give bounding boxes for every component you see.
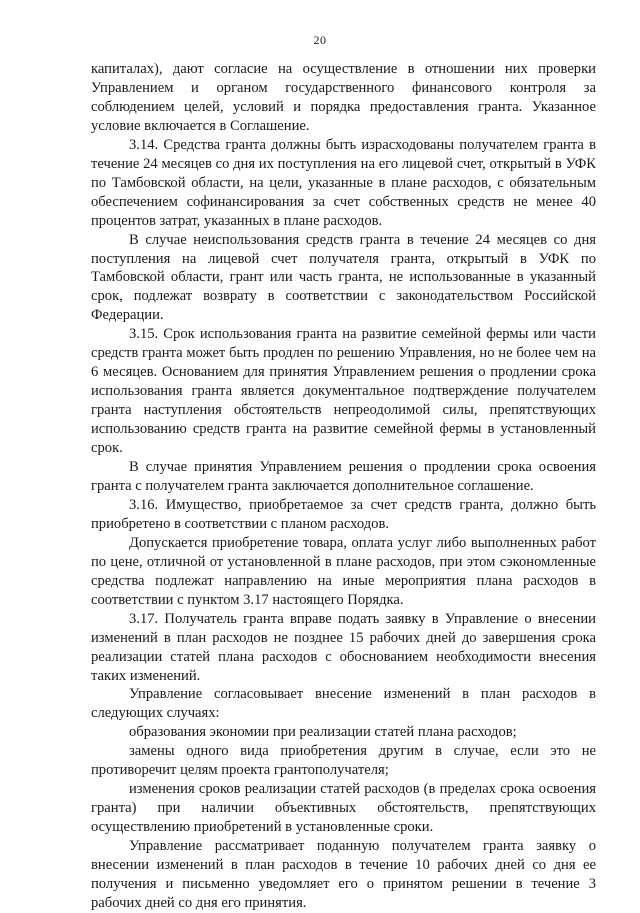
list-item-replacement: замены одного вида приобретения другим в случае, если это не противоречит целям проекта грантополучателя; <box>91 743 596 779</box>
paragraph-3-16: 3.16. Имущество, приобретаемое за счет средств гранта, должно быть приобретено в соответствии с планом расходов. <box>91 496 596 532</box>
document-body <box>91 60 596 913</box>
paragraph-grant-return: В случае неиспользования средств гранта в течение 24 месяцев со дня поступления на лицевой счет получателя гранта, открытый в УФК по Тамбовской области, грант или часть гранта, не использованные в указанный срок, подлежат возврату в соответствии с законодательством Российской Федерации. <box>91 231 596 324</box>
paragraph-extension-agreement: В случае принятия Управлением решения о продлении срока освоения гранта с получателем гранта заключается дополнительное соглашение. <box>91 459 596 494</box>
page-number: 20 <box>313 33 327 47</box>
paragraph-price-deviation: Допускается приобретение товара, оплата услуг либо выполненных работ по цене, отличной от установленной в плане расходов, при этом сэкономленные средства подлежат направлению на иные мероприятия плана расходов в соответствии с пунктом 3.17 настоящего Порядка. <box>91 534 596 608</box>
paragraph-3-15: 3.15. Срок использования гранта на развитие семейной фермы или части средств гранта может быть продлен по решению Управления, но не более чем на 6 месяцев. Основанием для принятия Управлением решения о продлении срока использования гранта является документальное подтверждение получателем гранта наступления обстоятельств непреодолимой силы, препятствующих использованию средств гранта на развитие семейной фермы в установленный срок. <box>91 326 596 457</box>
paragraph-review-procedure: Управление рассматривает поданную получателем гранта заявку о внесении изменений в план расходов в течение 10 рабочих дней со дня ее получения и письменно уведомляет его о принятом решении в течение 3 рабочих дней со дня его принятия. <box>91 838 596 911</box>
list-item-savings: образования экономии при реализации статей плана расходов; <box>129 724 517 741</box>
list-item-schedule-change: изменения сроков реализации статей расходов (в пределах срока освоения гранта) при наличии объективных обстоятельств, препятствующих осуществлению приобретений в установленные сроки. <box>91 781 596 836</box>
paragraph-3-14: 3.14. Средства гранта должны быть израсходованы получателем гранта в течение 24 месяцев со дня их поступления на его лицевой счет, открытый в УФК по Тамбовской области, на цели, указанные в плане расходов, с обязательным обеспечением софинансирования за счет собственных средств не менее 40 процентов затрат, указанных в плане расходов. <box>91 136 596 229</box>
paragraph-3-17: 3.17. Получатель гранта вправе подать заявку в Управление о внесении изменений в план расходов не позднее 15 рабочих дней до завершения срока реализации статей плана расходов с обоснованием необходимости внесения таких изменений. <box>91 610 596 684</box>
paragraph-approval-cases: Управление согласовывает внесение изменений в план расходов в следующих случаях: <box>91 686 596 722</box>
paragraph-continuation: капиталах), дают согласие на осуществление в отношении них проверки Управлением и органом государственного финансового контроля за соблюдением целей, условий и порядка предоставления гранта. Указанное условие включается в Соглашение. <box>91 61 596 134</box>
